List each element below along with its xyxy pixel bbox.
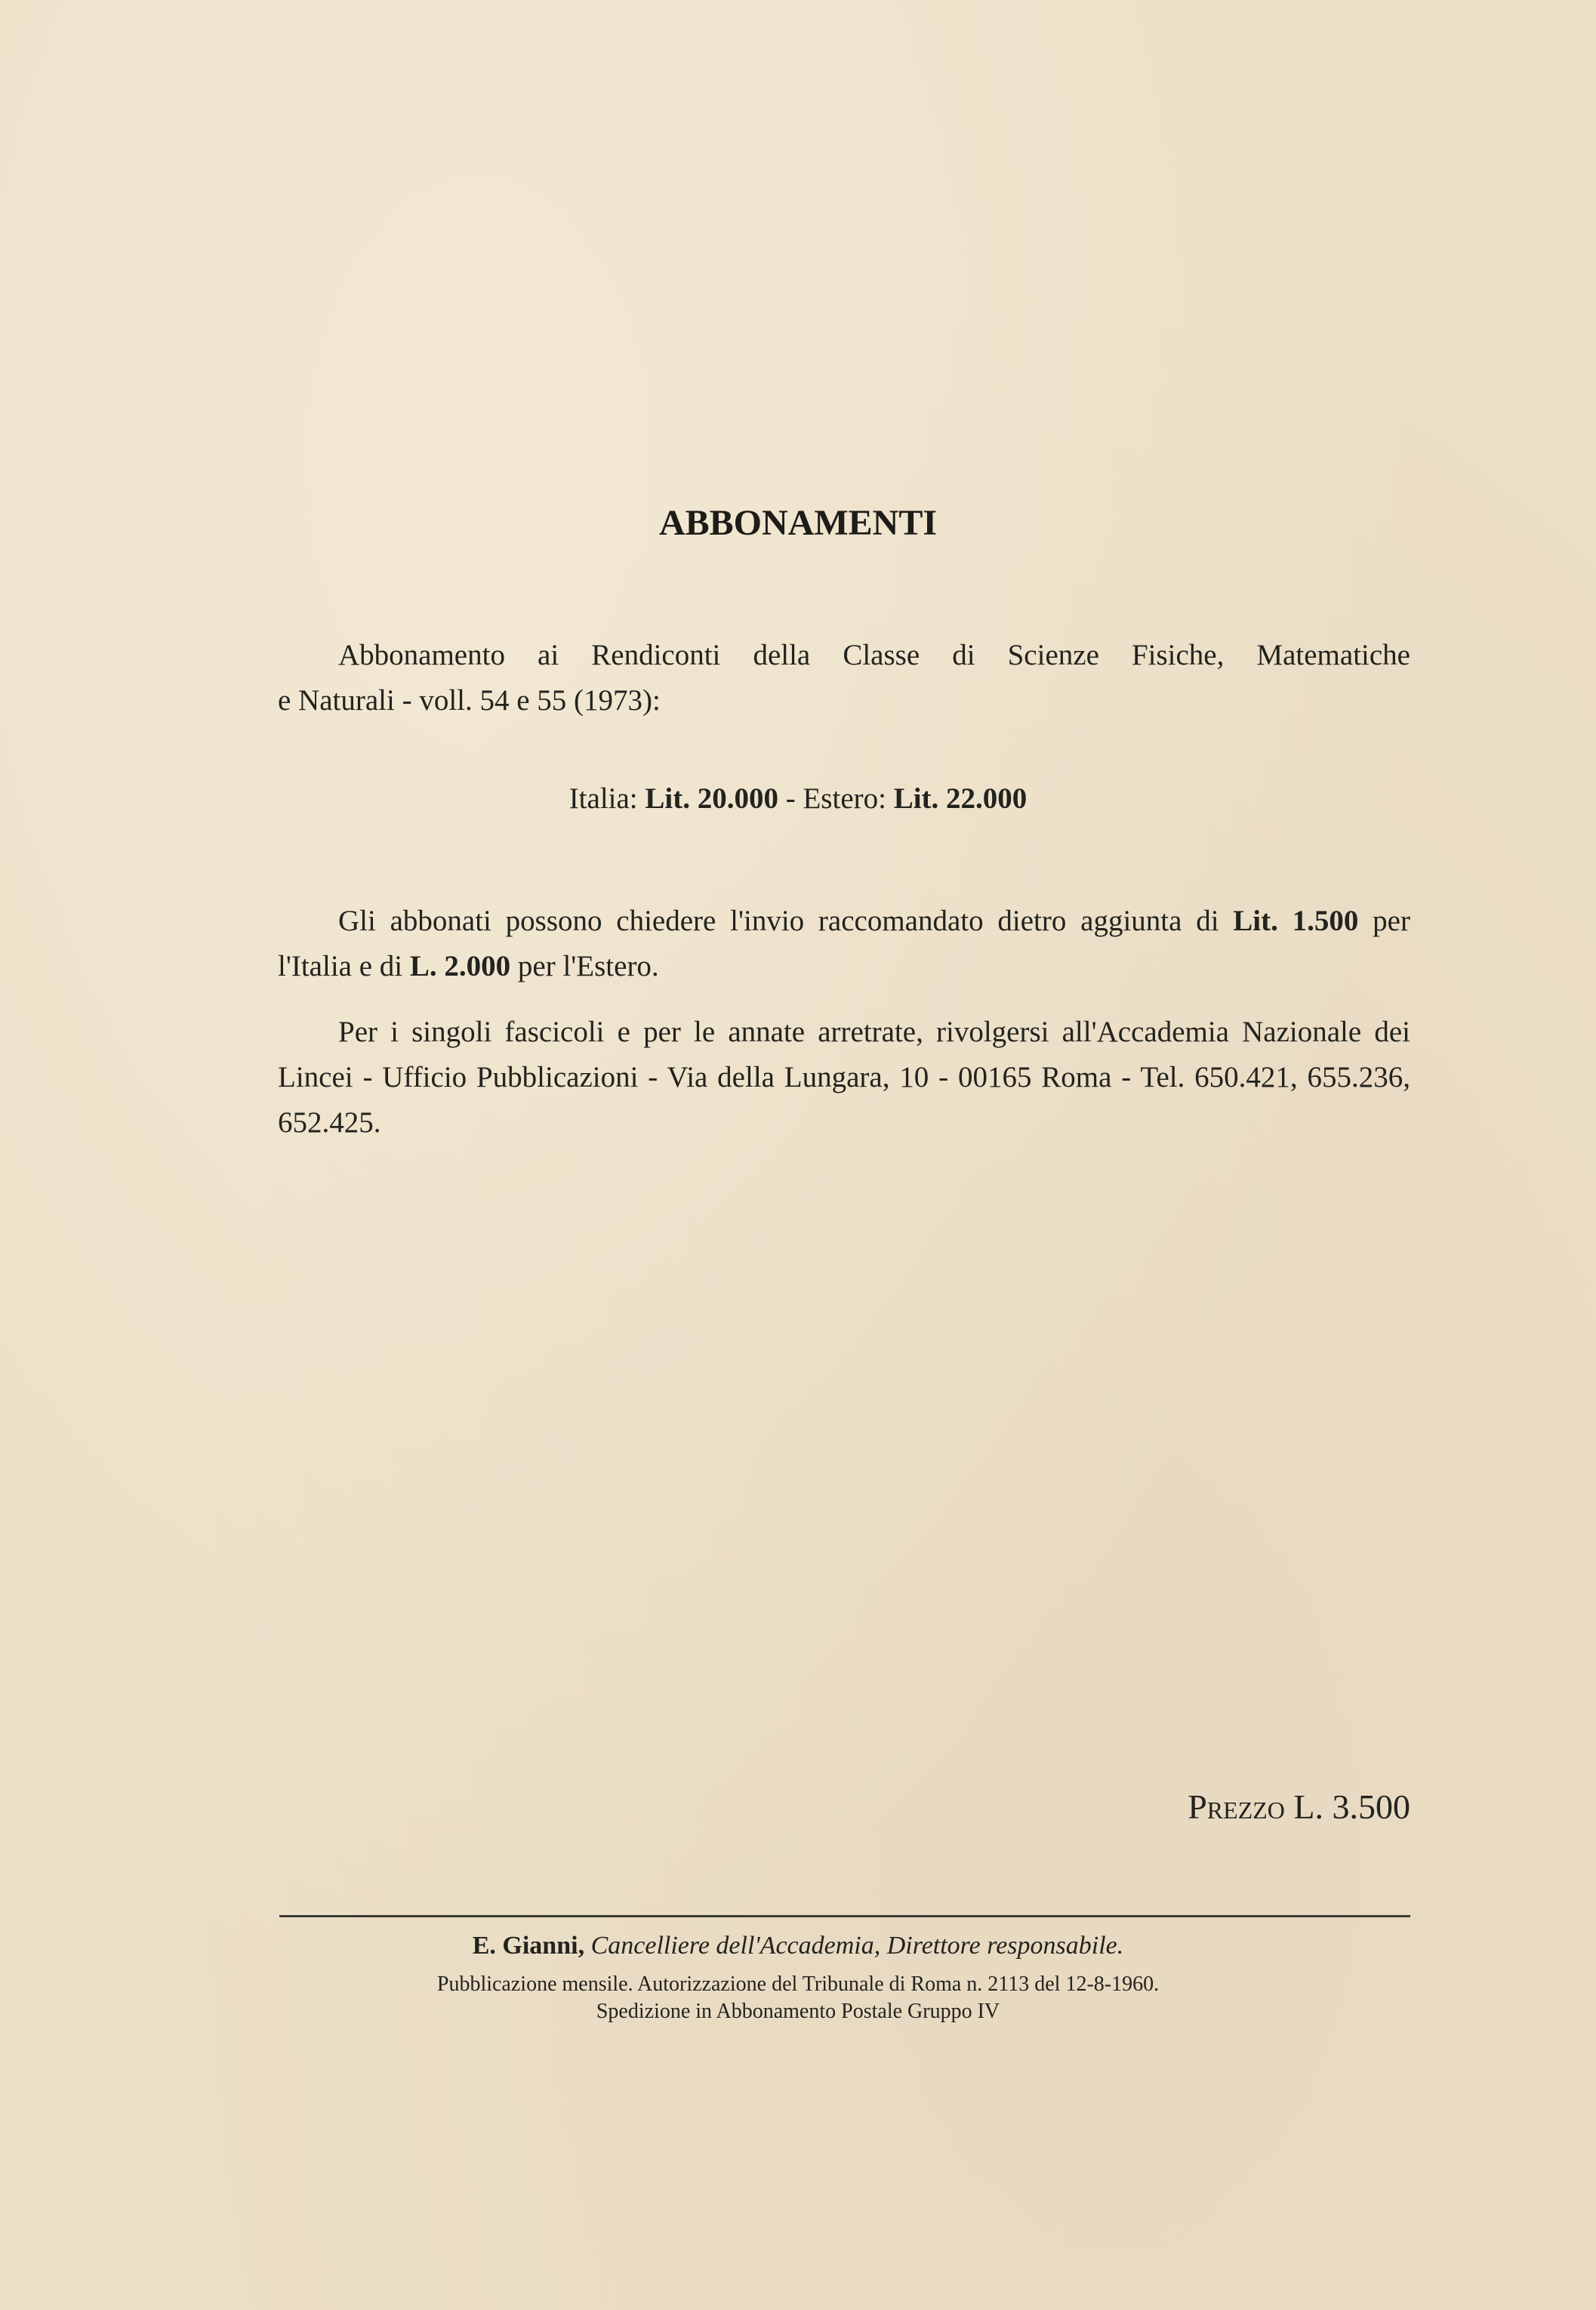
italia-price: Lit. 20.000 [645,782,778,815]
footer-postal-shipping: Spedizione in Abbonamento Postale Gruppo IV [596,2000,1000,2023]
registered-mail-paragraph [278,899,1410,989]
registered-amount-italia: Lit. 1.500 [1233,905,1359,937]
contact-paragraph [278,1010,1410,1146]
editor-name: E. Gianni, [472,1932,585,1960]
footer-divider [279,1915,1410,1917]
footer-authorization: Pubblicazione mensile. Autorizzazione del Tribunale di Roma n. 2113 del 12-8-1960. [436,1972,1160,1996]
price-separator: - [785,782,796,815]
estero-label: Estero: [803,782,886,815]
subscription-line-1: Abbonamento ai Rendiconti della Classe di Scienze Fisiche, Matematiche [338,639,1410,671]
contact-text: Per i singoli fascicoli e per le annate arretrate, rivolgersi all'Accademia Nazionale dei Lincei - Ufficio Pubblicazioni - Via della Lungara, 10 - 00165 Roma - Tel. 650.421, 655.236, 652.425. [278,1016,1410,1139]
subscription-prices [0,782,1596,816]
issue-price: Prezzo L. 3.500 [1188,1787,1410,1826]
registered-mail-text-c: per l'Estero. [510,950,659,982]
page-title: ABBONAMENTI [658,503,938,543]
subscription-paragraph [278,633,1410,723]
editor-role: Cancelliere dell'Accademia, Direttore responsabile. [590,1932,1124,1960]
registered-mail-text-b: per l'Italia e di [278,905,1410,982]
registered-mail-text [278,899,1410,989]
subscription-line-2: e Naturali - voll. 54 e 55 (1973): [278,684,661,717]
registered-mail-text-a: Gli abbonati possono chiedere l'invio raccomandato dietro aggiunta di [338,905,1234,937]
estero-price: Lit. 22.000 [893,782,1028,815]
registered-amount-estero: L. 2.000 [409,950,511,982]
footer-editor-line [0,1932,1596,1960]
italia-label: Italia: [568,782,638,815]
